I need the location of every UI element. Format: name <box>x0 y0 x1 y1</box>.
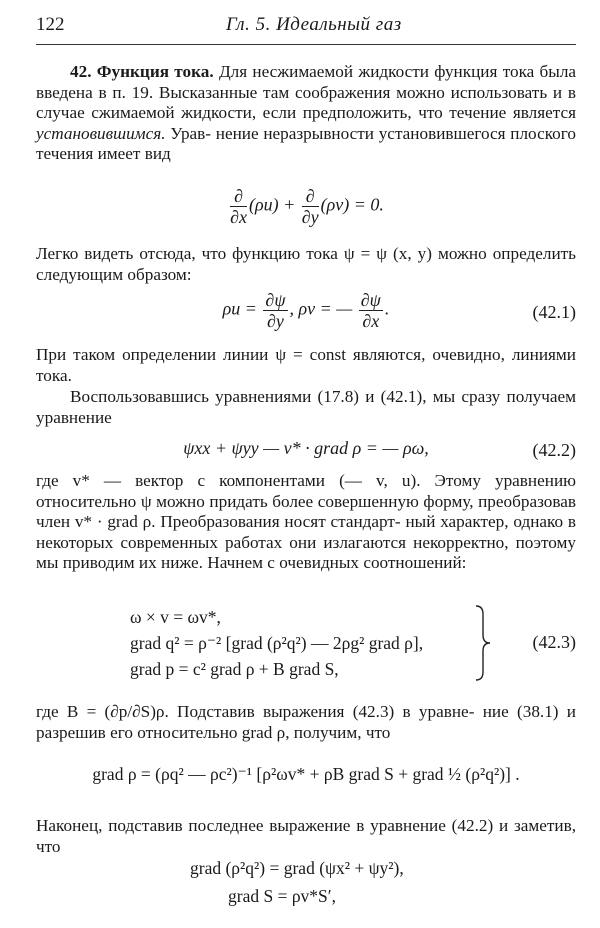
equation-42-2: ψxx + ψyy — v* · grad ρ = — ρω, (42.2) <box>183 438 576 460</box>
running-title: Гл. 5. Идеальный газ <box>226 14 402 35</box>
paragraph-substitution <box>36 702 576 743</box>
equation-grad-s: grad S = ρv*S′, <box>228 886 336 906</box>
system-line: grad q² = ρ⁻² [grad (ρ²q²) — 2ρg² grad ρ], <box>130 633 424 653</box>
paragraph-finally <box>36 816 576 857</box>
text-line: Начнем с очевидных соотношений: <box>207 553 467 573</box>
text-line: Воспользовавшись уравнениями (17.8) и (42.1), мы сразу <box>70 387 501 406</box>
paragraph-using-equations <box>36 387 576 428</box>
text-line: где v* — вектор с компонентами (— v, u). Этому уравнению <box>36 471 576 490</box>
text-line: ный характер, однако в некоторых современных работах они <box>36 512 577 552</box>
text-line: Урав- <box>170 123 212 143</box>
text-line: Наконец, подставив последнее выражение в уравнение (42.2) <box>36 816 494 835</box>
equation-grad-rho2q2: grad (ρ²q²) = grad (ψx² + ψy²), <box>190 858 404 878</box>
text-line: и заметив, что <box>36 816 576 856</box>
text-line: относительно ψ можно придать более совершенную форму, <box>36 491 474 511</box>
text-line: можно использовать и в случае сжимаемой жидкости, если <box>36 82 577 123</box>
paragraph-vector-components <box>36 471 576 574</box>
page-header <box>36 14 576 42</box>
text-line: нение неразрывности установившегося плоского течения <box>36 123 576 164</box>
paragraph-section-intro <box>36 62 576 165</box>
text-line: ние (38.1) и разрешив его относительно grad ρ, получим, что <box>36 702 577 742</box>
text-line: Для несжимаемой жидкости функция <box>218 62 498 81</box>
text-line: получаем уравнение <box>36 387 577 427</box>
paragraph-streamlines <box>36 345 576 386</box>
section-number: 42. <box>70 62 92 81</box>
header-rule <box>36 44 576 45</box>
equation-grad-rho: grad ρ = (ρq² — ρc²)⁻¹ [ρ²ωv* + ρB grad S + grad ½ (ρ²q²)] . <box>92 764 520 784</box>
system-line: ω × v = ωv*, <box>130 607 221 627</box>
text-line: преобразовав член v* · grad ρ. Преобразования носят стандарт- <box>36 491 577 532</box>
section-title: Функция тока. <box>96 62 214 81</box>
paragraph-stream-function <box>36 244 576 285</box>
text-line: тока была введена в п. 19. Высказанные там соображения <box>36 62 577 102</box>
text-line: определить следующим образом: <box>36 244 576 284</box>
equation-number: (42.2) <box>532 440 576 460</box>
emphasis-text: установившимся. <box>36 123 166 143</box>
text-line: линиями тока. <box>36 345 577 385</box>
text-line: предположить, что течение является <box>302 103 576 123</box>
text-line: где B = (∂p/∂S)ρ. Подставив выражения (42.3) в уравне- <box>36 702 475 721</box>
system-line: grad p = c² grad ρ + B grad S, <box>130 659 339 679</box>
text-line: Легко видеть отсюда, что функцию тока ψ = ψ (x, y) можно <box>36 244 487 263</box>
right-brace-icon <box>474 604 492 682</box>
equation-42-1: ρu = $\frac{\partial\psi}{\partial y}$ , ρv = — $\frac{\partial\psi}{\partial x}$ . (42.1) <box>222 290 576 331</box>
equation-system-42-3 <box>130 604 490 684</box>
text-line: излагаются некорректно, поэтому мы приводим их ниже. <box>36 532 577 573</box>
equation-number: (42.1) <box>532 302 576 322</box>
equation-continuity: $\frac{\partial}{\partial x}$ (ρu) + $\frac{\partial}{\partial y}$ (ρv) = 0. <box>230 186 384 227</box>
equation-number: (42.3) <box>532 632 576 652</box>
text-line: имеет вид <box>97 144 171 164</box>
page-number: 122 <box>36 14 65 35</box>
text-line: При таком определении линии ψ = const являются, очевидно, <box>36 345 505 364</box>
